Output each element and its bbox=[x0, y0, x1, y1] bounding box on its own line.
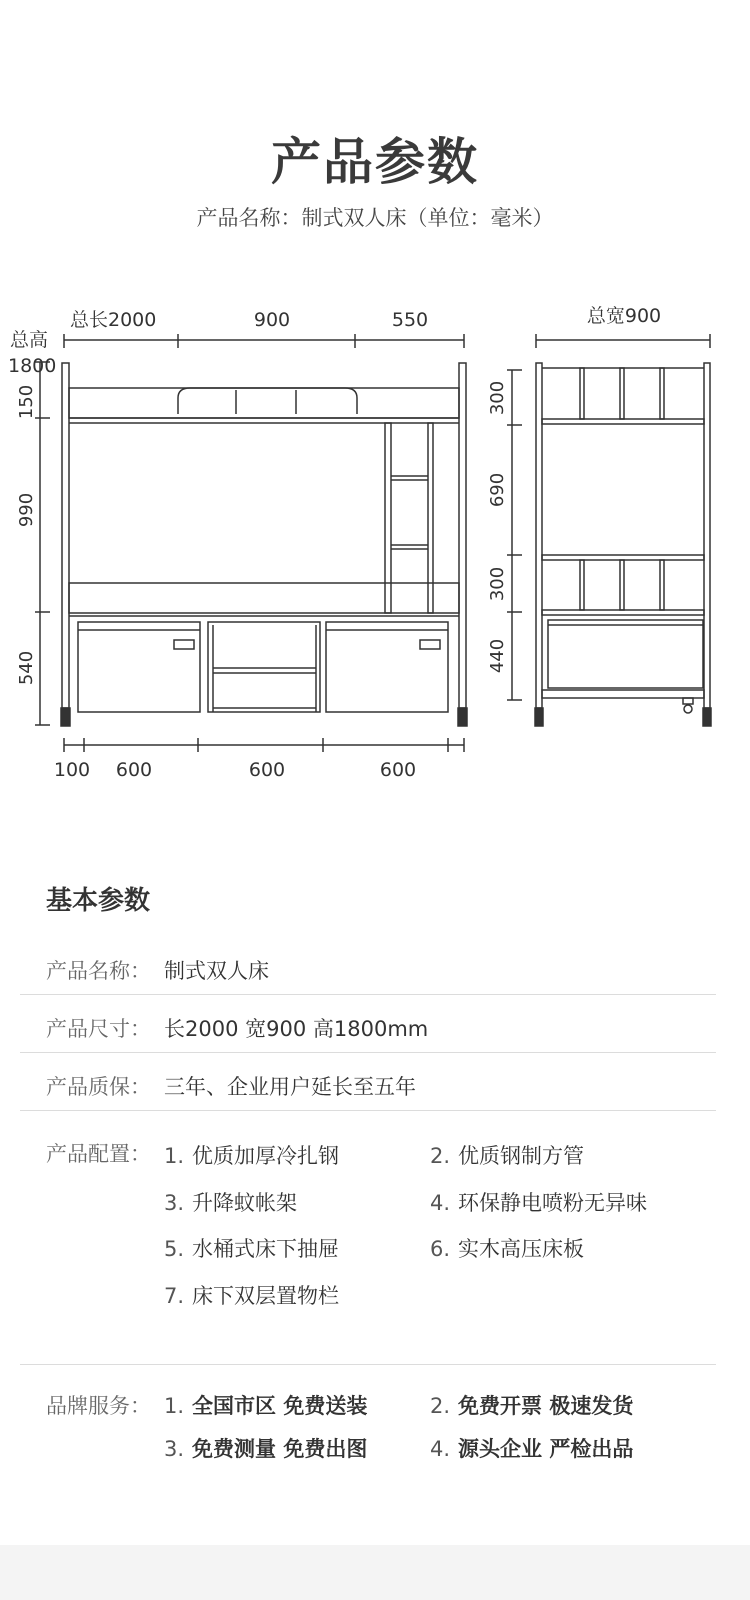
dim-top-550: 550 bbox=[391, 309, 429, 331]
brand-item: 2. 免费开票 极速发货 bbox=[430, 1394, 634, 1418]
size-label: 产品尺寸： bbox=[46, 1017, 151, 1041]
dim-top-900: 900 bbox=[253, 309, 291, 331]
config-label: 产品配置： bbox=[46, 1142, 151, 1166]
dim-side-690: 690 bbox=[487, 472, 508, 508]
config-item: 6. 实木高压床板 bbox=[430, 1237, 585, 1261]
dim-left-150: 150 bbox=[16, 384, 37, 420]
page-subtitle: 产品名称：制式双人床（单位：毫米） bbox=[196, 206, 554, 230]
size-value: 长2000 宽900 高1800mm bbox=[164, 1017, 429, 1041]
config-item: 4. 环保静电喷粉无异味 bbox=[430, 1191, 648, 1215]
dim-total-height-value: 1800 bbox=[8, 355, 57, 377]
dim-total-length: 总长2000 bbox=[70, 309, 157, 331]
divider bbox=[20, 1110, 716, 1111]
brand-item: 1. 全国市区 免费送装 bbox=[164, 1394, 368, 1418]
config-item: 3. 升降蚊帐架 bbox=[164, 1191, 298, 1215]
name-value: 制式双人床 bbox=[164, 959, 269, 983]
config-item: 7. 床下双层置物栏 bbox=[164, 1284, 340, 1308]
dim-left-540: 540 bbox=[16, 650, 37, 686]
warranty-label: 产品质保： bbox=[46, 1075, 151, 1099]
dim-total-width: 总宽900 bbox=[586, 305, 662, 327]
divider bbox=[20, 1052, 716, 1053]
divider bbox=[20, 1364, 716, 1365]
dim-side-300-a: 300 bbox=[487, 380, 508, 416]
warranty-value: 三年、企业用户延长至五年 bbox=[164, 1075, 416, 1099]
dim-bottom-600-a: 600 bbox=[115, 759, 153, 781]
basic-params-title: 基本参数 bbox=[46, 886, 151, 916]
divider bbox=[20, 994, 716, 995]
dim-bottom-600-b: 600 bbox=[248, 759, 286, 781]
config-item: 2. 优质钢制方管 bbox=[430, 1144, 585, 1168]
brand-item: 3. 免费测量 免费出图 bbox=[164, 1437, 368, 1461]
brand-label: 品牌服务： bbox=[46, 1394, 151, 1418]
name-label: 产品名称： bbox=[46, 959, 151, 983]
dim-left-990: 990 bbox=[16, 492, 37, 528]
config-item: 1. 优质加厚冷扎钢 bbox=[164, 1144, 340, 1168]
page-title: 产品参数 bbox=[271, 133, 479, 191]
dim-bottom-600-c: 600 bbox=[379, 759, 417, 781]
dim-total-height-label: 总高 bbox=[10, 329, 49, 351]
dim-side-440: 440 bbox=[487, 638, 508, 674]
dim-bottom-100: 100 bbox=[53, 759, 91, 781]
footer-band bbox=[0, 1545, 750, 1600]
brand-item: 4. 源头企业 严检出品 bbox=[430, 1437, 634, 1461]
config-item: 5. 水桶式床下抽屉 bbox=[164, 1237, 340, 1261]
bed-dimension-diagram bbox=[0, 290, 750, 790]
dim-side-300-b: 300 bbox=[487, 566, 508, 602]
